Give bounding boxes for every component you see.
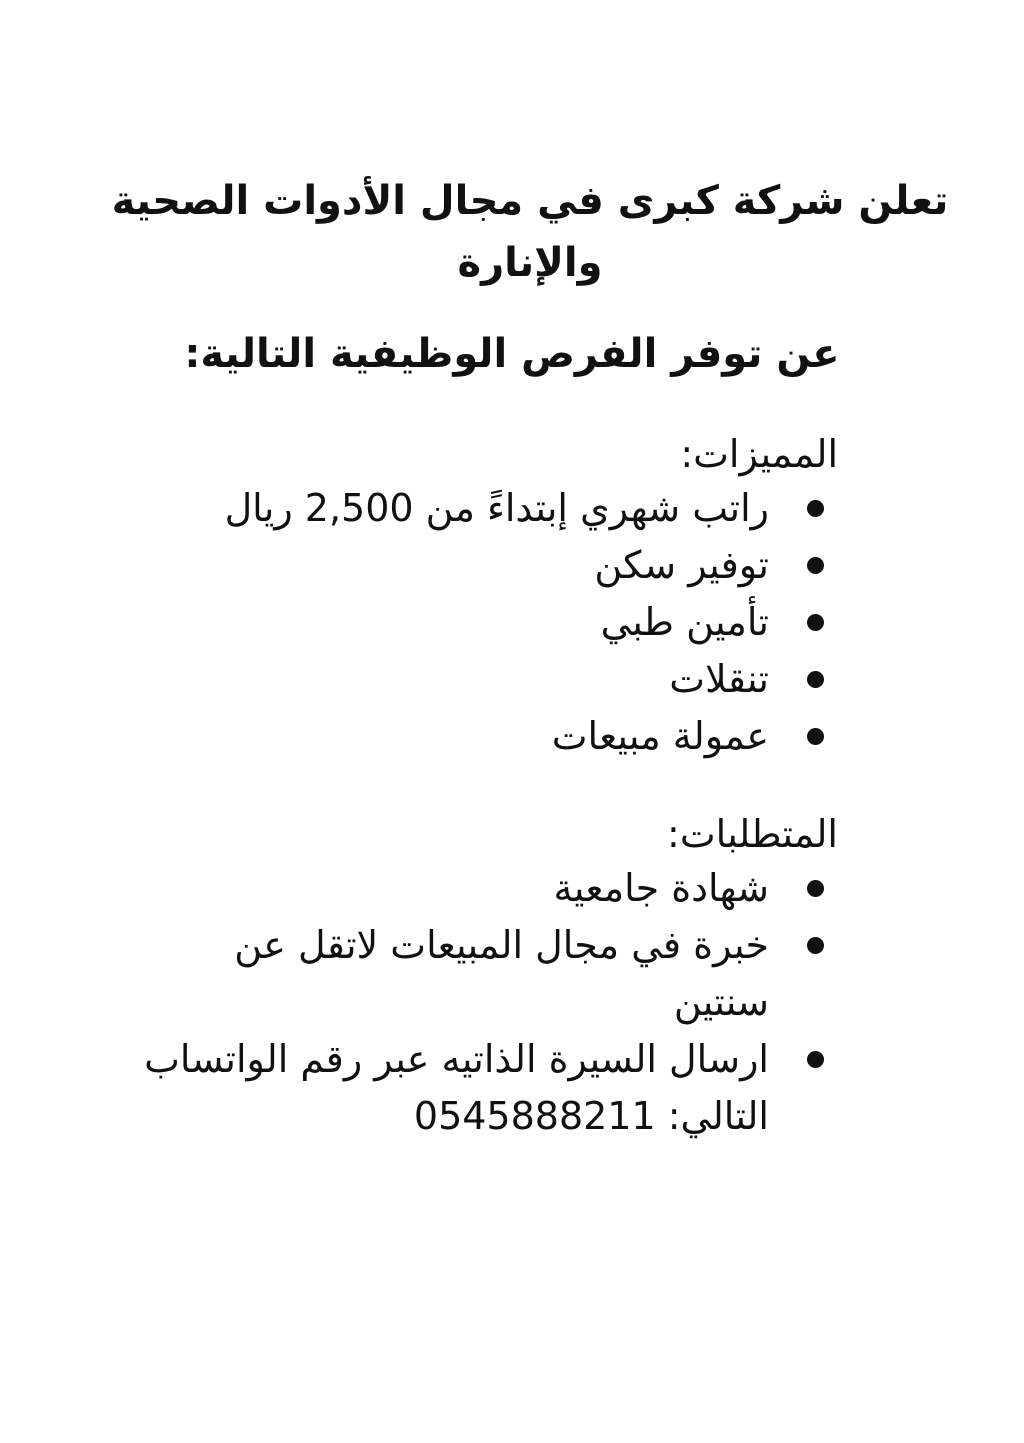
feature-housing: توفير سكن <box>594 543 769 587</box>
feature-medical-insurance: تأمين طبي <box>600 600 769 644</box>
list-item <box>134 1031 824 1145</box>
bullet-icon <box>807 500 824 517</box>
feature-salary: راتب شهري إبتداءً من 2,500 ريال <box>224 486 769 530</box>
features-title: المميزات: <box>680 432 838 476</box>
bullet-icon <box>807 614 824 631</box>
requirements-title: المتطلبات: <box>667 812 838 856</box>
bullet-icon <box>807 557 824 574</box>
requirement-send-cv: ارسال السيرة الذاتيه عبر رقم الواتساب التالي: 0545888211 <box>144 1037 769 1138</box>
feature-transport: تنقلات <box>669 657 769 701</box>
announcement-subtitle: عن توفر الفرص الوظيفية التالية: <box>184 331 840 377</box>
requirement-degree: شهادة جامعية <box>553 866 769 910</box>
bullet-icon <box>807 1051 824 1068</box>
list-item <box>204 651 824 708</box>
list-item <box>204 480 824 537</box>
announcement-title: تعلن شركة كبرى في مجال الأدوات الصحية والإنارة <box>111 178 949 286</box>
bullet-icon <box>807 880 824 897</box>
list-item <box>204 708 824 765</box>
bullet-icon <box>807 671 824 688</box>
list-item <box>204 594 824 651</box>
list-item <box>134 860 824 917</box>
bullet-icon <box>807 728 824 745</box>
requirement-experience: خبرة في مجال المبيعات لاتقل عن سنتين <box>234 923 769 1024</box>
features-list <box>204 480 824 765</box>
requirements-list <box>134 860 824 1145</box>
list-item <box>204 537 824 594</box>
bullet-icon <box>807 937 824 954</box>
list-item <box>134 917 824 1031</box>
feature-sales-commission: عمولة مبيعات <box>551 714 769 758</box>
